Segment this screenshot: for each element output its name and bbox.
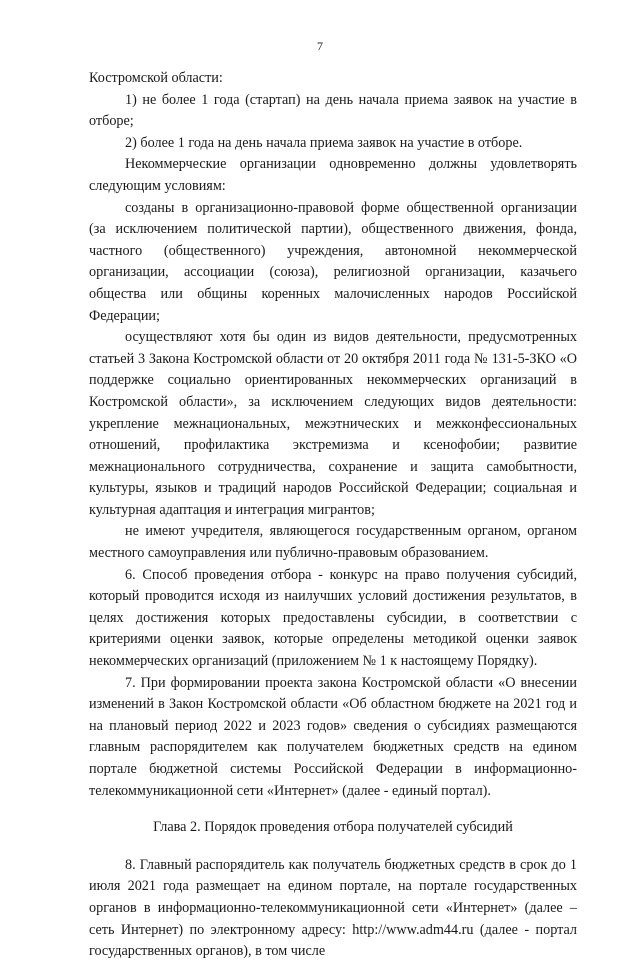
paragraph-condition-created: созданы в организационно-правовой форме общественной организации (за исключением политической партии), общественного движения, фонда, частного (общественного) учреждения, автономной некоммерческой организации, ассоциации (союза), религиозной организации, казачьего общества или общины коренных малочисленных народов Российской Федерации; [89,199,577,324]
paragraph-condition-activities: осуществляют хотя бы один из видов деятельности, предусмотренных статьей 3 Закона Костромской области от 20 октября 2011 года № 131-5-ЗКО «О поддержке социально ориентированных некоммерческих организаций в Костромской области», за исключением следующих видов деятельности: укрепление межнациональных, межэтнических и межконфессиональных отношений, профилактика экстремизма и ксенофобии; развитие межнационального сотрудничества, сохранение и защита самобытности, культуры, языков и традиций народов Российской Федерации; социальная и культурная адаптация и интеграция мигрантов; [89,329,577,518]
paragraph-condition-founder: не имеют учредителя, являющегося государственным органом, органом местного самоуправления или публично-правовым образованием. [89,523,577,562]
paragraph-requirements-intro: Некоммерческие организации одновременно должны удовлетворять следующим условиям: [89,156,577,194]
paragraph-region-continuation: Костромской области: [89,70,223,86]
paragraph-item-1: 1) не более 1 года (стартап) на день начала приема заявок на участие в отборе; [89,91,577,130]
paragraph-6-selection-method: 6. Способ проведения отбора - конкурс на право получения субсидий, который проводится исходя из наилучших условий достижения результатов, в целях достижения которых предоставлены субсидии, в соответствии с критериями оценки заявок, которые определены методикой оценки заявок некоммерческих организаций (приложением № 1 к настоящему Порядку). [89,566,577,670]
document-body [89,68,577,963]
chapter-heading: Глава 2. Порядок проведения отбора получателей субсидий [153,819,513,836]
paragraph-item-2: 2) более 1 года на день начала приема заявок на участие в отборе. [125,134,523,151]
page-number: 7 [317,39,323,53]
paragraph-7-law-draft: 7. При формировании проекта закона Костромской области «О внесении изменений в Закон Костромской области «Об областном бюджете на 2021 год и на плановый период 2022 и 2023 годов» сведения о субсидиях размещаются главным распорядителем как получателем бюджетных средств на едином портале бюджетной системы Российской Федерации в информационно-телекоммуникационной сети «Интернет» (далее - единый портал). [89,674,577,799]
paragraph-8-publication: 8. Главный распорядитель как получатель бюджетных средств в срок до 1 июля 2021 года размещает на едином портале, на портале государственных органов в информационно-телекоммуникационной сети «Интернет» (далее – сеть Интернет) по электронному адресу: http://www.adm44.ru (далее - портал государственных органов), в том числе [89,856,577,960]
